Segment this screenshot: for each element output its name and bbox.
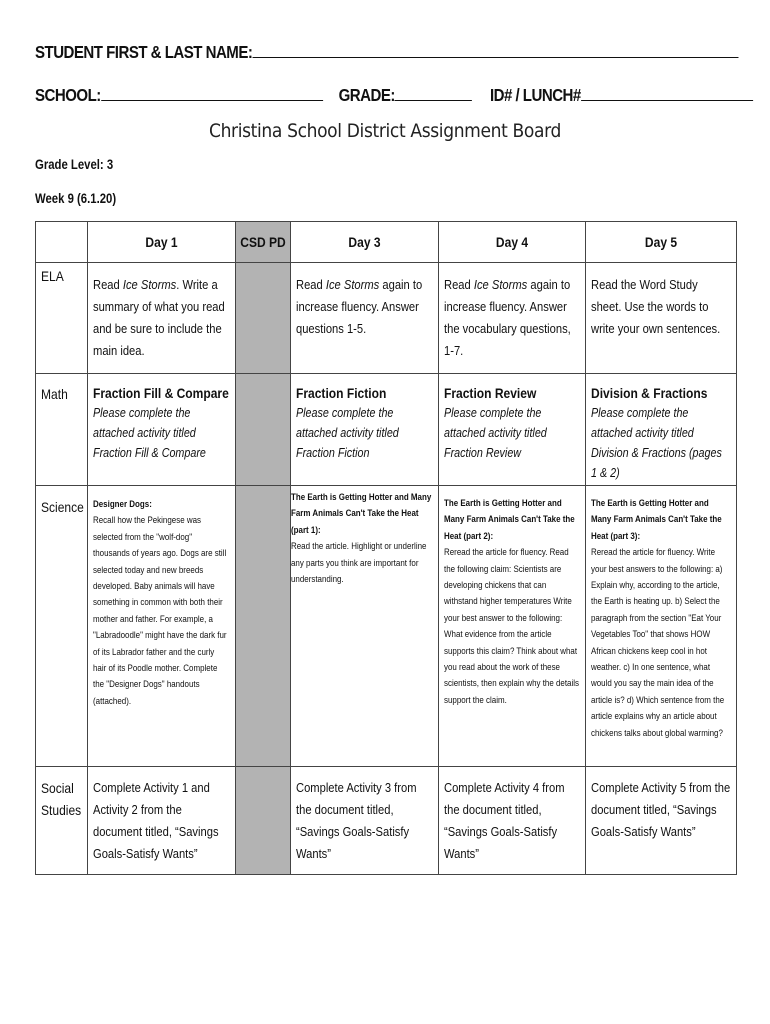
table-row-social-studies xyxy=(36,767,737,875)
col-day5: Day 5 xyxy=(586,222,737,263)
grade-label: GRADE: xyxy=(338,85,395,105)
science-day5: The Earth is Getting Hotter and Many Farm Animals Can't Take the Heat (part 3): Reread the article for fluency. Write your best answers to the following: a) Explain why, according to the article, the Earth is heating up. b) Select the paragraph from the section "Eat Your Vegetables Too" that shows HOW African chickens keep cool in hot weather. c) In one sentence, what would you say the main idea of the article is? d) Which sentence from the article explains why an article about chickens talks about global warming? xyxy=(586,486,737,767)
math-csd-pd xyxy=(236,374,291,486)
social-day3: Complete Activity 3 from the document titled, “Savings Goals-Satisfy Wants” xyxy=(291,767,439,875)
row-label-ela: ELA xyxy=(36,263,88,374)
row-label-science: Science xyxy=(36,486,88,767)
page-title: Christina School District Assignment Board xyxy=(208,120,561,142)
school-blank[interactable] xyxy=(101,86,323,101)
ela-day4: Read Ice Storms again to increase fluency. Answer the vocabulary questions, 1-7. xyxy=(439,263,586,374)
science-day3: The Earth is Getting Hotter and Many Farm Animals Can't Take the Heat (part 1): Read the article. Highlight or underline any parts you think are important for understanding. xyxy=(291,486,439,767)
table-row-ela xyxy=(36,263,737,374)
social-csd-pd xyxy=(236,767,291,875)
ela-day5: Read the Word Study sheet. Use the words to write your own sentences. xyxy=(586,263,737,374)
student-name-blank[interactable] xyxy=(252,43,738,58)
ela-day1: Read Ice Storms. Write a summary of what you read and be sure to include the main idea. xyxy=(88,263,236,374)
header-row xyxy=(36,222,737,263)
student-name-line xyxy=(35,42,738,63)
math-day1: Fraction Fill & Compare Please complete the attached activity titled Fraction Fill & Compare xyxy=(88,374,236,486)
math-day4: Fraction Review Please complete the attached activity titled Fraction Review xyxy=(439,374,586,486)
id-blank[interactable] xyxy=(581,86,753,101)
row-label-math: Math xyxy=(36,374,88,486)
col-day4: Day 4 xyxy=(439,222,586,263)
week-label: Week 9 (6.1.20) xyxy=(35,191,117,206)
ela-csd-pd xyxy=(236,263,291,374)
grade-level: Grade Level: 3 xyxy=(35,157,114,172)
school-grade-line xyxy=(35,85,753,106)
math-day5: Division & Fractions Please complete the attached activity titled Division & Fractions (pages 1 & 2) xyxy=(586,374,737,486)
corner-cell xyxy=(36,222,88,263)
science-csd-pd xyxy=(236,486,291,767)
school-label: SCHOOL: xyxy=(35,85,101,105)
social-day4: Complete Activity 4 from the document titled, “Savings Goals-Satisfy Wants” xyxy=(439,767,586,875)
row-label-social-studies: Social Studies xyxy=(36,767,88,875)
social-day1: Complete Activity 1 and Activity 2 from the document titled, “Savings Goals-Satisfy Wants” xyxy=(88,767,236,875)
col-day1: Day 1 xyxy=(88,222,236,263)
ela-day3: Read Ice Storms again to increase fluency. Answer questions 1-5. xyxy=(291,263,439,374)
science-day4: The Earth is Getting Hotter and Many Farm Animals Can't Take the Heat (part 2): Reread the article for fluency. Read the following claim: Scientists are developing chickens that can withstand higher temperatures Write your best answer to the following: What evidence from the article supports this claim? Think about what you read about the work of these scientists, then explain why the details support the claim. xyxy=(439,486,586,767)
col-day3: Day 3 xyxy=(291,222,439,263)
science-day1: Designer Dogs: Recall how the Pekingese was selected from the "wolf-dog" thousands of years ago. Dogs are still selected today and new breeds developed. Baby animals will have something in common with both their mother and father. For example, a "Labradoodle" might have the dark fur of its Labrador father and the curly hair of its Poodle mother. Complete the "Designer Dogs" handouts (attached). xyxy=(88,486,236,767)
id-label: ID# / LUNCH# xyxy=(489,85,581,105)
social-day5: Complete Activity 5 from the document titled, “Savings Goals-Satisfy Wants” xyxy=(586,767,737,875)
grade-blank[interactable] xyxy=(395,86,472,101)
table-row-math xyxy=(36,374,737,486)
table-row-science xyxy=(36,486,737,767)
assignment-table xyxy=(35,221,737,875)
student-name-label: STUDENT FIRST & LAST NAME: xyxy=(35,42,253,62)
math-day3: Fraction Fiction Please complete the attached activity titled Fraction Fiction xyxy=(291,374,439,486)
col-csd-pd: CSD PD xyxy=(236,222,291,263)
